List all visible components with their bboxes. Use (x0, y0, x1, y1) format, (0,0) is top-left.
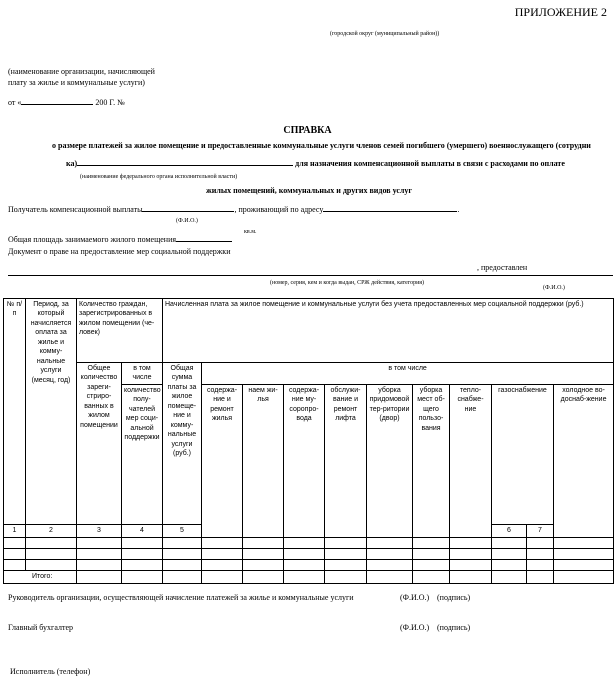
col-sub-count-header: количество полу-чателей мер соци-альной поддержки (122, 384, 163, 524)
doc-hint: (номер, серия, кем и когда выдан, СРЖ действия, категория) (270, 280, 425, 286)
document-label: Документ о праве на предоставление мер социальной поддержки (8, 247, 231, 256)
column-number-3: 3 (77, 524, 122, 537)
table-row (4, 548, 614, 559)
area-blank[interactable] (176, 233, 232, 242)
area-label: Общая площадь занимаемого жилого помещения (8, 235, 177, 244)
accountant-label: Главный бухгалтер (8, 623, 73, 632)
from-prefix: от « (8, 98, 22, 107)
column-number-1: 1 (4, 524, 26, 537)
from-date-line (8, 96, 125, 107)
org-hint-2: плату за жилье и коммунальные услуги) (8, 78, 145, 87)
recipient-blank[interactable] (142, 203, 234, 212)
authority-blank[interactable] (77, 157, 293, 166)
authority-hint: (наименование федерального органа исполнительной власти) (80, 174, 238, 180)
executor-label: Исполнитель (телефон) (10, 667, 91, 676)
appendix-label: ПРИЛОЖЕНИЕ 2 (514, 5, 607, 19)
recipient-label: Получатель компенсационной выплаты (8, 205, 143, 214)
col-num-header: № п/п (4, 299, 26, 525)
fio-hint: (Ф.И.О.) (176, 218, 198, 224)
column-number-4: 4 (122, 524, 163, 537)
org-hint-1: (наименование организации, начисляющей (8, 67, 155, 76)
subtitle-line-3: жилых помещений, коммунальных и других видов услуг (206, 186, 413, 195)
district-hint: (городской округ (муниципальный район)) (330, 31, 440, 37)
col-heat-header: тепло-снабже-ние (450, 384, 492, 537)
col-maint-header: содержа-ние и ремонт жилья (202, 384, 243, 537)
subtitle-line-1: о размере платежей за жилое помещение и предоставленные коммунальные услуги членов семей погибшего (умершего) военнослужащего (сотрудни (52, 141, 591, 150)
from-year: 200 Г. № (95, 98, 125, 107)
col-clean-yard-header: уборка придомовой тер-ритории (двор) (367, 384, 413, 537)
table-row (4, 537, 614, 548)
residing-label: , проживающий по адресу (234, 205, 324, 214)
total-row (4, 570, 614, 583)
recipient-line: Получатель компенсационной выплаты , проживающий по адресу . (8, 205, 460, 214)
table-row (4, 559, 614, 570)
col-clean-common-header: уборка мест об-щего пользо-вания (413, 384, 450, 537)
sqm-label: кв.м. (244, 229, 257, 235)
col-total-count-header: Общее количество зареги-стриро-ванных в жилом помещении (77, 363, 122, 525)
subtitle-2-suffix: для назначения компенсационной выплаты в связи с расходами по оплате (295, 159, 565, 168)
col-period-header: Период, за который начисляется оплата за жилье и комму-нальные услуги (месяц, год) (26, 299, 77, 525)
col-in-that-header-2: в том числе (202, 363, 614, 385)
date-blank[interactable] (21, 96, 93, 105)
head-label: Руководитель организации, осуществляющей начисление платежей за жилье и коммунальные услуги (8, 593, 354, 602)
fio-hint-2: (Ф.И.О.) (543, 285, 565, 291)
address-blank[interactable] (323, 203, 457, 212)
col-gas-header: газоснабжение (492, 384, 554, 524)
col-in-that-header-1: в том числе (122, 363, 163, 385)
accountant-sign: (подпись) (437, 623, 471, 632)
col-charged-header: Начисленная плата за жилое помещение и коммунальные услуги без учета предоставленных мер социальной поддержки (руб.) (163, 299, 614, 363)
col-citizens-header: Количество граждан, зарегистрированных в жилом помещении (че-ловек) (77, 299, 163, 363)
col-cold-water-header: холодное во-доснаб-жение (554, 384, 614, 537)
total-label: Итого: (4, 570, 77, 583)
col-total-sum-header: Общая сумма платы за жилое помеще-ние и комму-нальные услуги (руб.) (163, 363, 202, 525)
subtitle-line-2 (66, 157, 565, 168)
payments-table (3, 298, 614, 584)
head-fio: (Ф.И.О.) (400, 593, 430, 602)
provided-label: , предоставлен (477, 263, 528, 272)
accountant-fio: (Ф.И.О.) (400, 623, 430, 632)
col-lift-header: обслужи-вание и ремонт лифта (325, 384, 367, 537)
document-rule (8, 275, 613, 276)
col-sewer-header: содержа-ние му-соропро-вода (284, 384, 325, 537)
area-line (8, 233, 232, 244)
col-rent-header: наем жи-лья (243, 384, 284, 537)
column-number-2: 2 (26, 524, 77, 537)
subtitle-2-prefix: ка) (66, 159, 78, 168)
column-number-6: 6 (492, 524, 527, 537)
column-number-7: 7 (527, 524, 554, 537)
head-sign: (подпись) (437, 593, 471, 602)
column-number-5: 5 (163, 524, 202, 537)
page-title: СПРАВКА (283, 125, 332, 136)
